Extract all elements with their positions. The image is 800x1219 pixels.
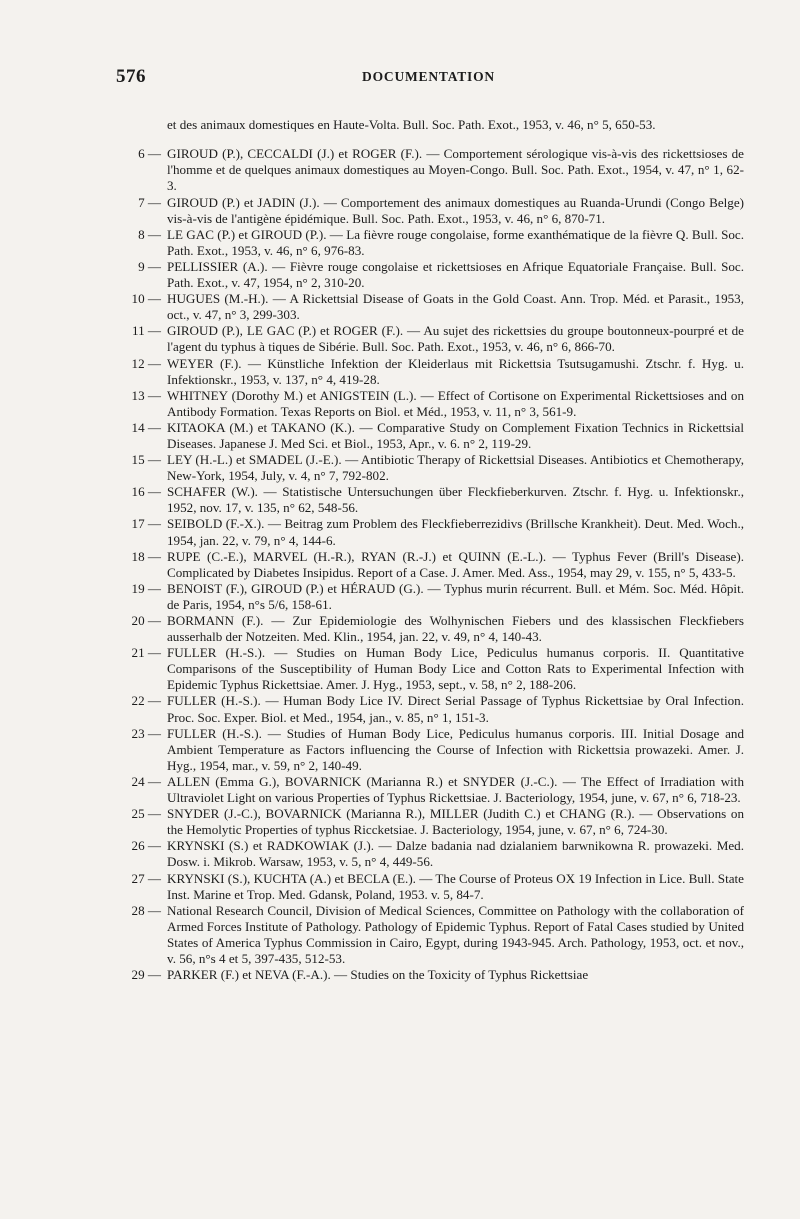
bibliography-entry <box>120 452 744 484</box>
bibliography-entry <box>120 356 744 388</box>
entry-number: 6 — <box>138 146 161 162</box>
entry-text: LEY (H.-L.) et SMADEL (J.-E.). — Antibiotic Therapy of Rickettsial Diseases. Antibiotics et Chemotherapy, New-York, 1954, July, v. 4, n° 7, 792-802. <box>167 452 744 484</box>
bibliography-entry <box>120 903 744 967</box>
bibliography-entry <box>120 195 744 227</box>
bibliography-entry <box>120 645 744 693</box>
bibliography-entry <box>120 484 744 516</box>
entry-text: SCHAFER (W.). — Statistische Untersuchungen über Fleckfieberkurven. Ztschr. f. Hyg. u. Infektionskr., 1952, nov. 17, v. 135, n° 62, 548-56. <box>167 484 744 516</box>
entry-text: FULLER (H.-S.). — Studies on Human Body Lice, Pediculus humanus corporis. II. Quantitative Comparisons of the Susceptibility of Human Body Lice and Cotton Rats to Experimental Infection with Epidemic Typhus Rickettsiae. Amer. J. Hyg., 1953, sept., v. 58, n° 2, 188-206. <box>167 645 744 693</box>
entry-number: 14 — <box>131 419 161 435</box>
entry-text: GIROUD (P.), CECCALDI (J.) et ROGER (F.). — Comportement sérologique vis-à-vis des rickettsioses de l'homme et de quelques animaux domestiques au Moyen-Congo. Bull. Soc. Path. Exot., 1954, v. 47, n° 1, 62-3. <box>167 146 744 194</box>
entry-text: KRYNSKI (S.), KUCHTA (A.) et BECLA (E.). — The Course of Proteus OX 19 Infection in Lice. Bull. State Inst. Marine et Trop. Med. Gdansk, Poland, 1953. v. 5, 84-7. <box>167 870 744 902</box>
bibliography-entry <box>120 259 744 291</box>
bibliography-entry <box>120 693 744 725</box>
bibliography-entry <box>120 967 744 983</box>
entry-text: ALLEN (Emma G.), BOVARNICK (Marianna R.) et SNYDER (J.-C.). — The Effect of Irradiation with Ultraviolet Light on various Properties of Typhus Rickettsiae. J. Bacteriology, 1954, june, v. 67, n° 6, 718-23. <box>167 773 744 806</box>
entry-number: 27 — <box>131 870 161 886</box>
entry-number: 9 — <box>138 258 161 274</box>
entry-text: WEYER (F.). — Künstliche Infektion der Kleiderlaus mit Rickettsia Tsutsugamushi. Ztschr. f. Hyg. u. Infektionskr., 1953, v. 137, n° 4, 419-28. <box>167 355 744 387</box>
bibliography-entry <box>120 516 744 548</box>
entry-text: FULLER (H.-S.). — Human Body Lice IV. Direct Serial Passage of Typhus Rickettsiae by Oral Infection. Proc. Soc. Exper. Biol. et Med., 1954, jan., v. 85, n° 1, 151-3. <box>167 693 744 725</box>
entry-number: 25 — <box>131 806 161 822</box>
bibliography-entry <box>120 613 744 645</box>
bibliography-entry <box>120 581 744 613</box>
entry-text: PELLISSIER (A.). — Fièvre rouge congolaise et rickettsioses en Afrique Equatoriale Française. Bull. Soc. Path. Exot., v. 47, 1954, n° 2, 310-20. <box>167 258 744 291</box>
bibliography-entry <box>120 549 744 581</box>
entry-number: 8 — <box>138 226 161 242</box>
bibliography-entry <box>120 146 744 194</box>
entry-text: RUPE (C.-E.), MARVEL (H.-R.), RYAN (R.-J.) et QUINN (E.-L.). — Typhus Fever (Brill's Disease). Complicated by Diabetes Insipidus. Report of a Case. J. Amer. Med. Ass., 1954, may 29, v. 155, n° 5, 433-5. <box>167 548 744 580</box>
entry-text: GIROUD (P.), LE GAC (P.) et ROGER (F.). — Au sujet des rickettsies du groupe boutonneux-pourpré et de l'agent du typhus à tiques de Sibérie. Bull. Soc. Path. Exot., 1953, v. 46, n° 6, 866-70. <box>167 323 744 355</box>
entry-number: 26 — <box>131 838 161 854</box>
bibliography-entry <box>120 726 744 774</box>
entry-text: SEIBOLD (F.-X.). — Beitrag zum Problem des Fleckfieberrezidivs (Brillsche Krankheit). Deut. Med. Woch., 1954, jan. 22, v. 79, n° 4, 144-6. <box>167 516 744 548</box>
entry-number: 22 — <box>131 693 161 709</box>
entry-number: 23 — <box>131 725 161 741</box>
entry-number: 19 — <box>131 580 161 596</box>
page-number: 576 <box>116 66 146 87</box>
entry-text: HUGUES (M.-H.). — A Rickettsial Disease of Goats in the Gold Coast. Ann. Trop. Méd. et Parasit., 1953, oct., v. 47, n° 3, 299-303. <box>167 291 744 323</box>
bibliography-entry <box>120 388 744 420</box>
entry-number: 28 — <box>131 902 161 918</box>
entry-text: WHITNEY (Dorothy M.) et ANIGSTEIN (L.). — Effect of Cortisone on Experimental Rickettsioses and on Antibody Formation. Texas Reports on Biol. et Méd., 1953, v. 11, n° 3, 561-9. <box>167 387 744 419</box>
entry-text: SNYDER (J.-C.), BOVARNICK (Marianna R.), MILLER (Judith C.) et CHANG (R.). — Observations on the Hemolytic Properties of typhus Riccketsiae. J. Bacteriology, 1954, june, v. 67, n° 6, 724-30. <box>167 806 744 838</box>
entry-number: 24 — <box>131 773 161 789</box>
bibliography-entry <box>120 291 744 323</box>
bibliography-list <box>120 104 744 983</box>
entry-number: 16 — <box>131 484 161 500</box>
entry-number: 12 — <box>131 355 161 371</box>
bibliography-entry <box>120 420 744 452</box>
entry-text: KRYNSKI (S.) et RADKOWIAK (J.). — Dalze badania nad dzialaniem barwnikowna R. prowazeki. Med. Dosw. i. Mikrob. Warsaw, 1953, v. 5, n° 4, 449-56. <box>167 838 744 870</box>
entry-text: National Research Council, Division of Medical Sciences, Committee on Pathology with the collaboration of Armed Forces Institute of Pathology. Pathology of Epidemic Typhus. Report of Fatal Cases studied by United States of America Typhus Commission in Cairo, Egypt, during 1943-945. Arch. Pathology, 1953, oct. et nov., v. 56, n°s 4 et 5, 397-435, 512-53. <box>167 902 744 966</box>
entry-number: 17 — <box>131 516 161 532</box>
entry-number: 15 — <box>131 452 161 468</box>
entry-number: 7 — <box>138 194 161 210</box>
entry-number: 21 — <box>131 645 161 661</box>
bibliography-entry <box>120 871 744 903</box>
entry-number: 11 — <box>132 323 161 339</box>
bibliography-entry <box>120 323 744 355</box>
entry-number: 18 — <box>131 548 161 564</box>
entry-text: GIROUD (P.) et JADIN (J.). — Comportement des animaux domestiques au Ruanda-Urundi (Congo Belge) vis-à-vis de l'antigène épidémique. Bull. Soc. Path. Exot., 1953, v. 46, n° 6, 870-71. <box>167 194 744 226</box>
bibliography-entry <box>120 806 744 838</box>
bibliography-entry <box>120 838 744 870</box>
entry-number: 13 — <box>131 387 161 403</box>
continuation-text: et des animaux domestiques en Haute-Volta. Bull. Soc. Path. Exot., 1953, v. 46, n° 5, 650-53. <box>167 117 656 133</box>
bibliography-entry <box>120 227 744 259</box>
entry-text: BORMANN (F.). — Zur Epidemiologie des Wolhynischen Fiebers und des klassischen Fleckfiebers ausserhalb der Notzeiten. Med. Klin., 1954, jan. 22, v. 49, n° 4, 140-43. <box>167 613 744 645</box>
entry-number: 29 — <box>131 967 161 983</box>
entry-text: PARKER (F.) et NEVA (F.-A.). — Studies on the Toxicity of Typhus Rickettsiae <box>167 967 589 983</box>
entry-text: KITAOKA (M.) et TAKANO (K.). — Comparative Study on Complement Fixation Technics in Rickettsial Diseases. Japanese J. Med Sci. et Biol., 1953, Apr., v. 6. n° 2, 119-29. <box>167 419 744 451</box>
entry-text: LE GAC (P.) et GIROUD (P.). — La fièvre rouge congolaise, forme exanthématique de la fièvre Q. Bull. Soc. Path. Exot., 1953, v. 46, n° 6, 976-83. <box>167 226 744 258</box>
running-title: DOCUMENTATION <box>362 69 495 84</box>
page-header <box>116 66 741 88</box>
entry-text: FULLER (H.-S.). — Studies of Human Body Lice, Pediculus humanus corporis. III. Initial Dosage and Ambient Temperature as Factors influencing the Course of Infection with Rickettsia prowazeki. Amer. J. Hyg., 1954, mar., v. 59, n° 2, 140-49. <box>167 725 744 773</box>
entry-text: BENOIST (F.), GIROUD (P.) et HÉRAUD (G.). — Typhus murin récurrent. Bull. et Mém. Soc. Méd. Hôpit. de Paris, 1954, n°s 5/6, 158-61. <box>167 580 744 612</box>
bibliography-entry <box>120 774 744 806</box>
entry-number: 10 — <box>131 291 161 307</box>
entry-number: 20 — <box>131 613 161 628</box>
